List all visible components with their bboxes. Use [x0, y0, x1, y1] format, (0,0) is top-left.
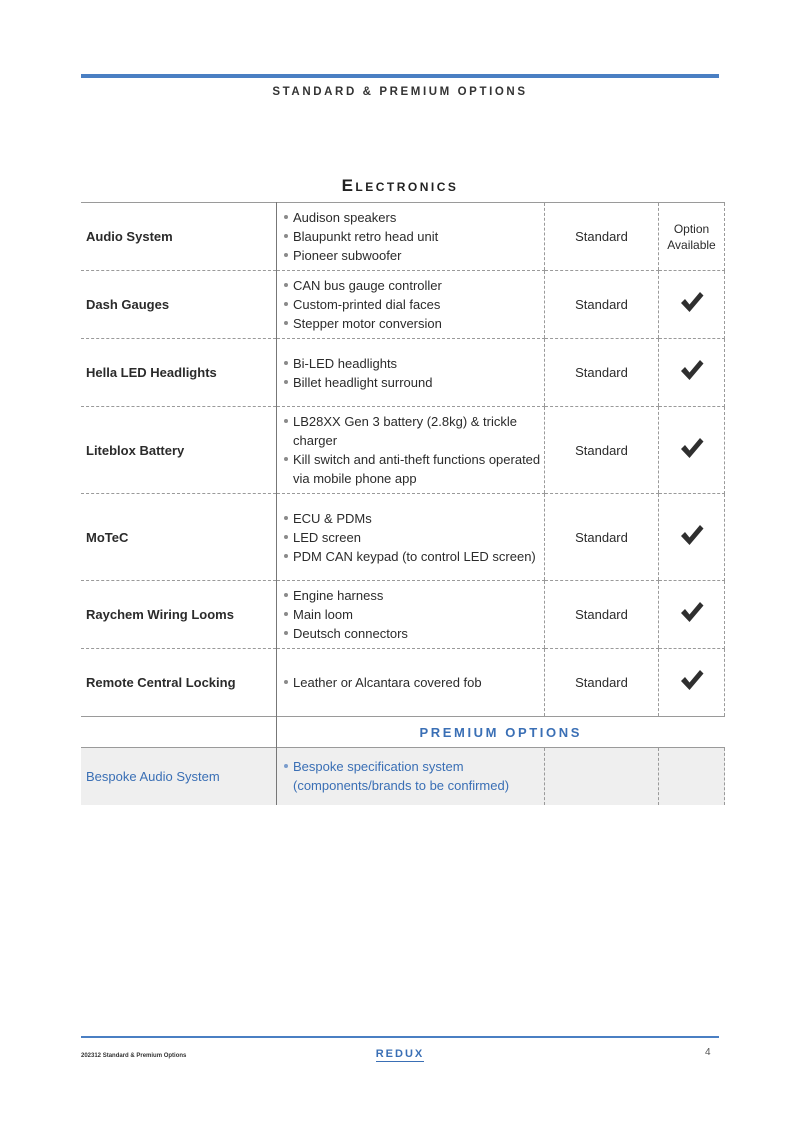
footer-brand — [0, 1048, 800, 1060]
option-features — [277, 649, 545, 717]
option-available-text: Option Available — [667, 221, 716, 252]
option-row — [81, 203, 725, 271]
premium-feature-list — [277, 757, 544, 795]
feature-item: PDM CAN keypad (to control LED screen) — [283, 547, 544, 566]
checkmark-icon — [679, 523, 705, 547]
feature-item: Blaupunkt retro head unit — [283, 227, 544, 246]
premium-rows-body — [81, 748, 725, 805]
feature-item: Audison speakers — [283, 208, 544, 227]
option-name: Remote Central Locking — [81, 649, 277, 717]
premium-option-features — [277, 748, 545, 805]
checkmark-icon — [679, 600, 705, 624]
option-name: MoTeC — [81, 494, 277, 581]
feature-list — [277, 509, 544, 566]
page-header-title: STANDARD & PREMIUM OPTIONS — [272, 86, 528, 98]
feature-item: Main loom — [283, 605, 544, 624]
checkmark-icon — [679, 436, 705, 460]
footer-doc-label: 202312 Standard & Premium Options — [81, 1053, 187, 1059]
option-features — [277, 271, 545, 339]
header-rule — [81, 74, 719, 78]
premium-option-availability — [659, 748, 725, 805]
checkmark-icon — [679, 358, 705, 382]
premium-options-label: PREMIUM OPTIONS — [277, 717, 725, 748]
feature-item: Stepper motor conversion — [283, 314, 544, 333]
checkmark-icon — [679, 668, 705, 692]
option-row — [81, 494, 725, 581]
feature-list — [277, 412, 544, 488]
feature-item: Billet headlight surround — [283, 373, 544, 392]
option-name: Liteblox Battery — [81, 407, 277, 494]
feature-item: CAN bus gauge controller — [283, 276, 544, 295]
premium-option-status — [545, 748, 659, 805]
feature-list — [277, 586, 544, 643]
option-features — [277, 494, 545, 581]
feature-item: LED screen — [283, 528, 544, 547]
option-row — [81, 339, 725, 407]
footer-rule — [81, 1036, 719, 1038]
feature-list — [277, 276, 544, 333]
option-name: Audio System — [81, 203, 277, 271]
option-name: Dash Gauges — [81, 271, 277, 339]
section-title: Electronics — [341, 176, 459, 195]
option-name: Raychem Wiring Looms — [81, 581, 277, 649]
premium-option-name: Bespoke Audio System — [81, 748, 277, 805]
feature-item: Custom-printed dial faces — [283, 295, 544, 314]
feature-list — [277, 673, 544, 692]
option-row — [81, 271, 725, 339]
feature-list — [277, 208, 544, 265]
option-availability — [659, 581, 725, 649]
premium-header-row — [81, 717, 725, 748]
standard-options-body — [81, 203, 725, 717]
option-status: Standard — [545, 407, 659, 494]
option-status: Standard — [545, 581, 659, 649]
option-features — [277, 203, 545, 271]
checkmark-icon — [679, 290, 705, 314]
option-features — [277, 339, 545, 407]
feature-item: Pioneer subwoofer — [283, 246, 544, 265]
option-availability — [659, 494, 725, 581]
option-availability — [659, 407, 725, 494]
feature-item: Engine harness — [283, 586, 544, 605]
feature-item: LB28XX Gen 3 battery (2.8kg) & trickle charger — [283, 412, 544, 450]
option-features — [277, 581, 545, 649]
premium-feature-item: Bespoke specification system (components/brands to be confirmed) — [283, 757, 544, 795]
feature-item: Kill switch and anti-theft functions operated via mobile phone app — [283, 450, 544, 488]
option-row — [81, 407, 725, 494]
option-status: Standard — [545, 271, 659, 339]
option-availability — [659, 203, 725, 271]
premium-header-spacer — [81, 717, 277, 748]
page-number: 4 — [705, 1047, 711, 1058]
feature-item: Bi-LED headlights — [283, 354, 544, 373]
option-availability — [659, 649, 725, 717]
option-name: Hella LED Headlights — [81, 339, 277, 407]
option-status: Standard — [545, 203, 659, 271]
option-row — [81, 649, 725, 717]
footer-brand-text: REDUX — [375, 1048, 425, 1060]
option-status: Standard — [545, 339, 659, 407]
option-availability — [659, 271, 725, 339]
option-availability — [659, 339, 725, 407]
premium-option-row — [81, 748, 725, 805]
feature-item: Leather or Alcantara covered fob — [283, 673, 544, 692]
option-status: Standard — [545, 494, 659, 581]
options-table — [81, 202, 725, 805]
feature-item: ECU & PDMs — [283, 509, 544, 528]
option-features — [277, 407, 545, 494]
feature-list — [277, 354, 544, 392]
feature-item: Deutsch connectors — [283, 624, 544, 643]
premium-options-body — [81, 717, 725, 748]
option-status: Standard — [545, 649, 659, 717]
option-row — [81, 581, 725, 649]
